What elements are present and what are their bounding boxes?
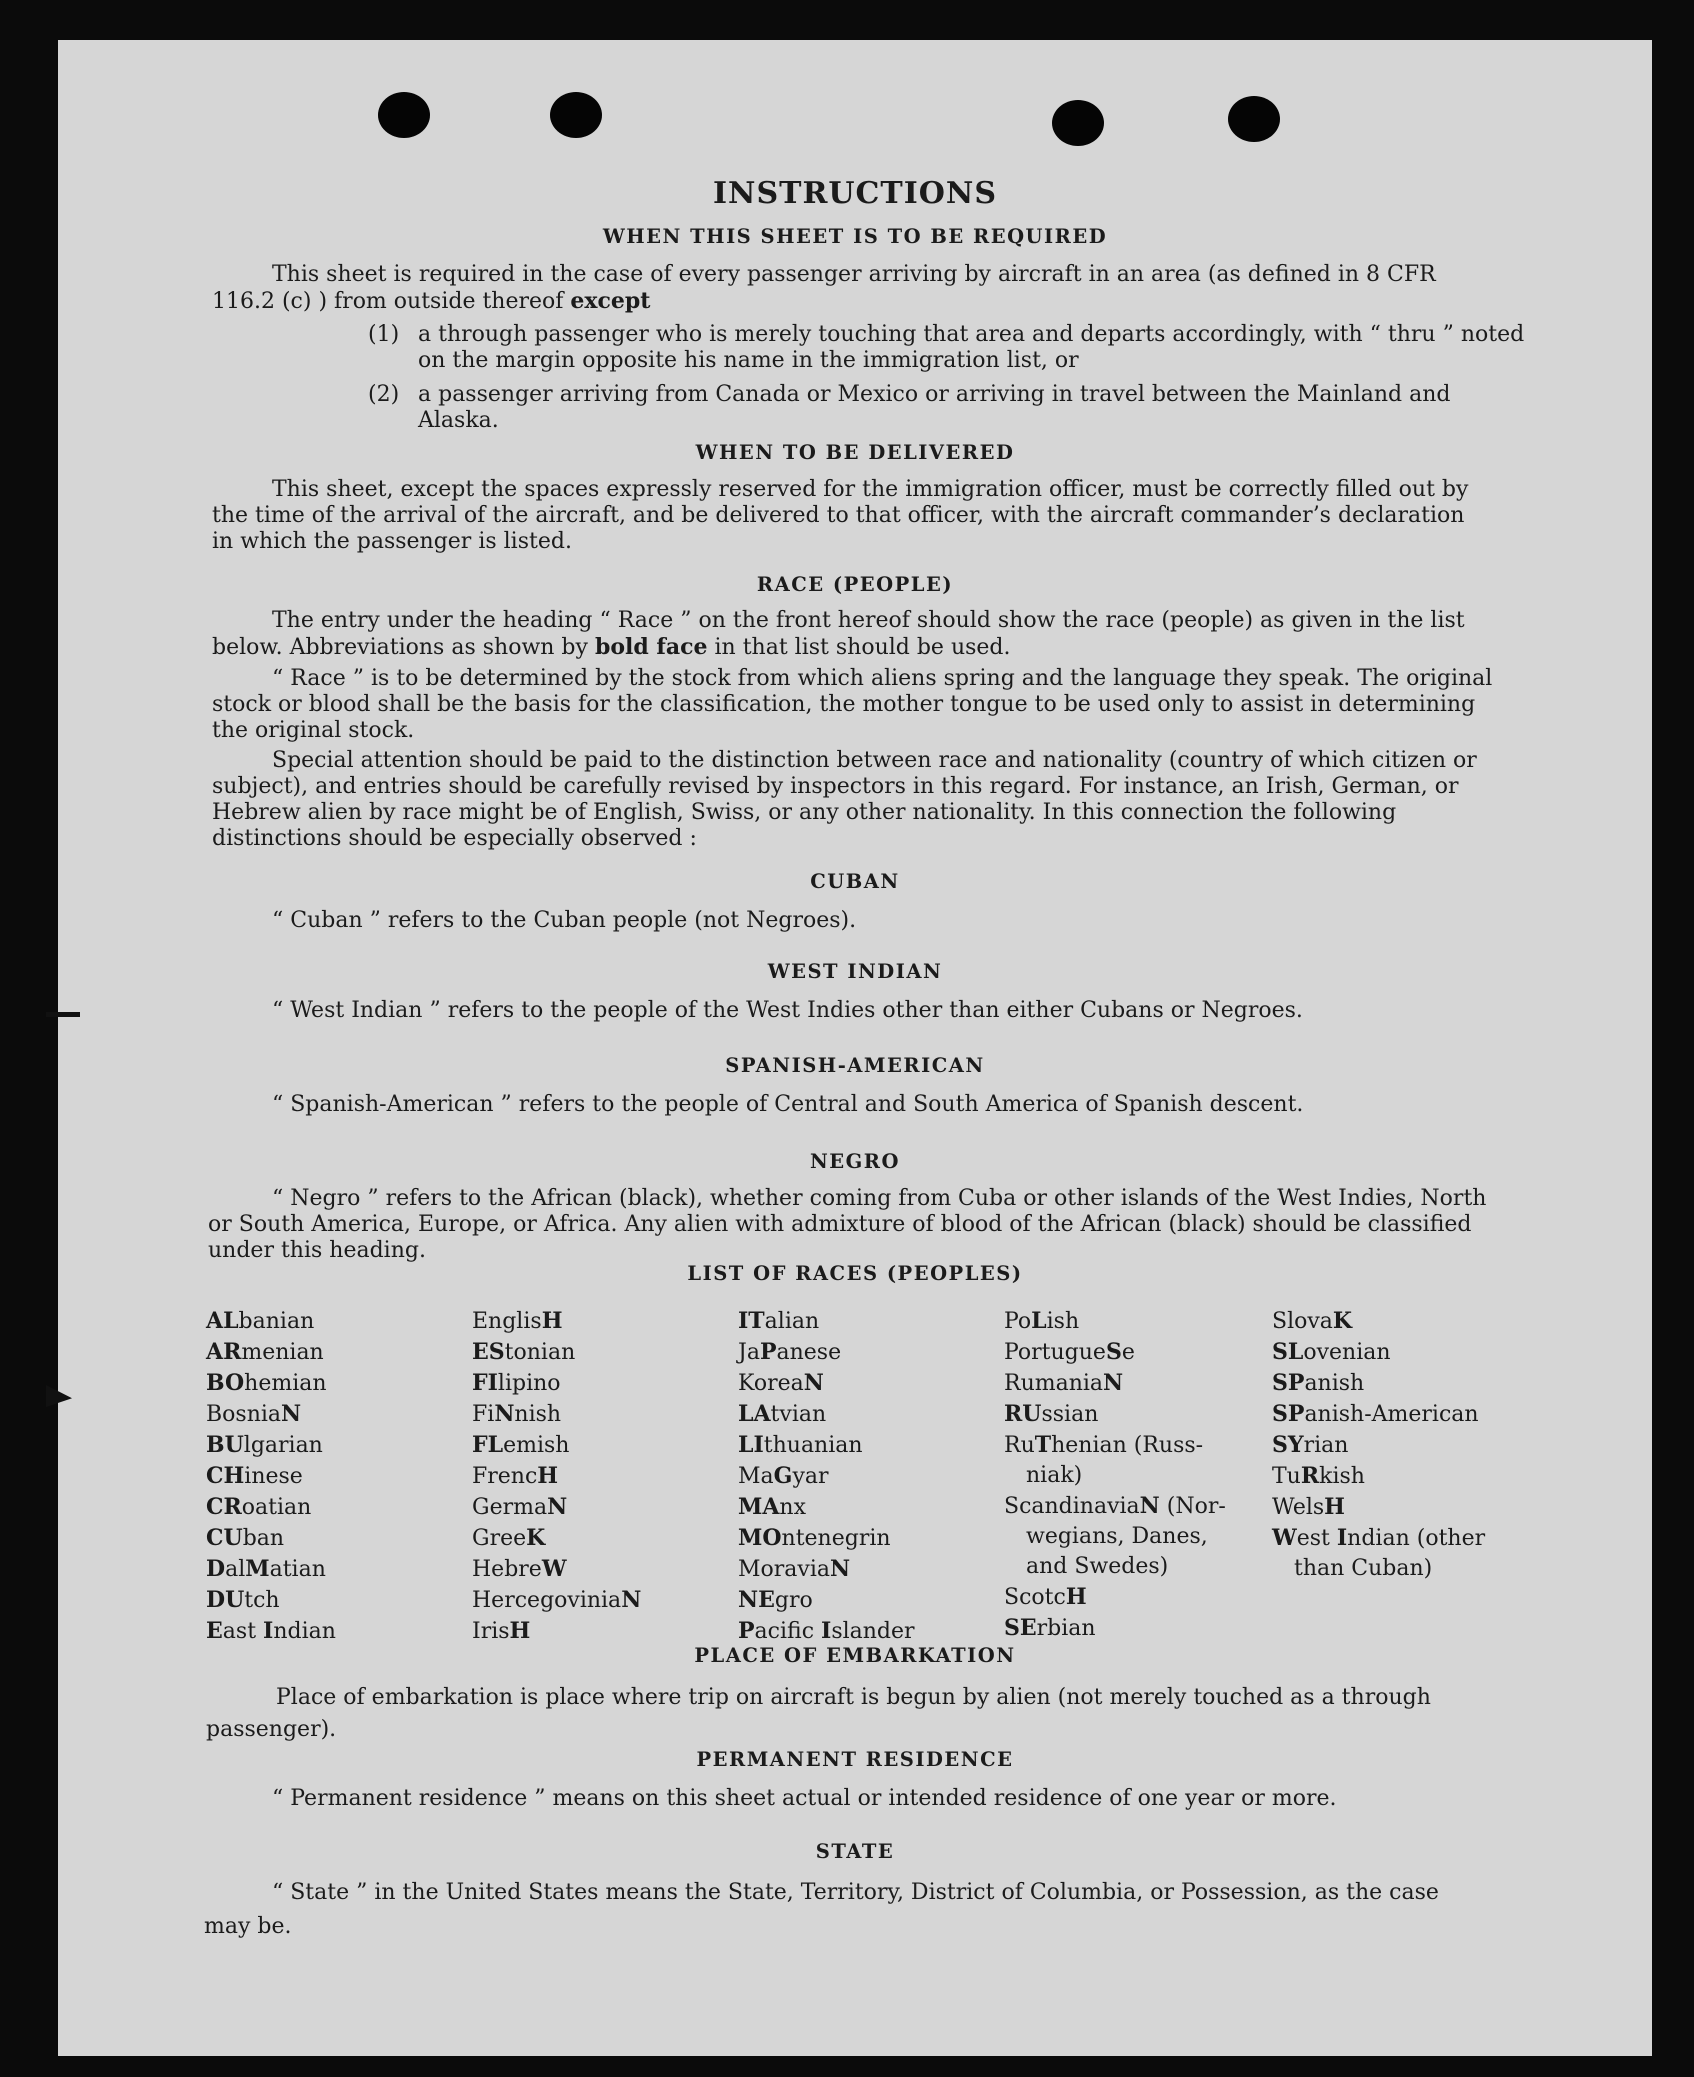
- page-title: INSTRUCTIONS: [713, 176, 997, 211]
- race-entry: SYrian: [1272, 1432, 1349, 1458]
- race-entry: FrencH: [472, 1463, 559, 1489]
- race-entry: EStonian: [472, 1339, 576, 1365]
- punch-hole: [550, 92, 602, 138]
- paragraph-when-required: This sheet is required in the case of every passenger arriving by aircraft in an area (as defined in 8 CFR 116.2 (c) ) from outside thereof except: [212, 262, 1436, 314]
- race-entry: ARmenian: [206, 1339, 324, 1365]
- race-entry: DUtch: [206, 1587, 280, 1613]
- race-entry: and Swedes): [1026, 1554, 1169, 1579]
- race-entry: MAnx: [738, 1494, 806, 1520]
- section-heading-permanent-residence: PERMANENT RESIDENCE: [696, 1748, 1014, 1771]
- section-heading-when-required: WHEN THIS SHEET IS TO BE REQUIRED: [602, 225, 1108, 248]
- race-entry: CHinese: [206, 1463, 303, 1489]
- race-entry: niak): [1026, 1463, 1083, 1488]
- section-heading-west-indian: WEST INDIAN: [767, 960, 943, 983]
- race-entry: BUlgarian: [206, 1432, 323, 1458]
- race-entry: ALbanian: [206, 1308, 315, 1334]
- paragraph-race-3: Special attention should be paid to the distinction between race and nationality (country of which citizen or subject), and entries should be carefully revised by inspectors in this regard. For instance, an Irish, German, or Hebrew alien by race might be of English, Swiss, or any other nationality. In this connection the following distinctions should be especially observed :: [212, 748, 1477, 851]
- race-entry: ScotcH: [1004, 1584, 1087, 1610]
- section-heading-when-delivered: WHEN TO BE DELIVERED: [695, 441, 1015, 464]
- race-entry: FLemish: [472, 1432, 570, 1458]
- race-entry: DalMatian: [206, 1556, 326, 1582]
- race-entry: ScandinaviaN (Nor-: [1004, 1493, 1226, 1519]
- races-column: [1272, 1306, 1485, 1584]
- race-entry: KoreaN: [738, 1370, 824, 1396]
- race-entry: TuRkish: [1272, 1463, 1365, 1489]
- punch-hole: [1228, 96, 1280, 142]
- race-entry: FIlipino: [472, 1370, 561, 1396]
- section-heading-embarkation: PLACE OF EMBARKATION: [694, 1644, 1016, 1667]
- section-heading-spanish-american: SPANISH-AMERICAN: [725, 1054, 985, 1077]
- paragraph-cuban: “ Cuban ” refers to the Cuban people (not Negroes).: [272, 908, 857, 933]
- section-heading-state: STATE: [815, 1840, 895, 1863]
- paragraph-race-1: The entry under the heading “ Race ” on the front hereof should show the race (people) as given in the list below. Abbreviations as shown by bold face in that list should be used.: [212, 608, 1465, 660]
- punch-hole: [378, 92, 430, 138]
- paragraph-permanent-residence: “ Permanent residence ” means on this sheet actual or intended residence of one year or more.: [272, 1786, 1337, 1811]
- race-entry: LAtvian: [738, 1401, 827, 1427]
- paragraph-embarkation: Place of embarkation is place where trip on aircraft is begun by alien (not merely touched as a through passenger).: [206, 1685, 1431, 1742]
- race-entry: Pacific Islander: [738, 1618, 915, 1644]
- race-entry: East Indian: [206, 1618, 336, 1644]
- paragraph-negro: “ Negro ” refers to the African (black), whether coming from Cuba or other islands of the West Indies, North or South America, Europe, or Africa. Any alien with admixture of blood of the African (black) should be classified under this heading.: [208, 1186, 1487, 1263]
- race-entry: SPanish: [1272, 1370, 1365, 1396]
- races-column: [472, 1306, 641, 1647]
- paragraph-spanish-american: “ Spanish-American ” refers to the people of Central and South America of Spanish descent.: [272, 1092, 1304, 1117]
- list-item-exception-1: (1) a through passenger who is merely touching that area and departs accordingly, with “ thru ” noted on the margin opposite his name in the immigration list, or: [368, 322, 1525, 373]
- paragraph-race-2: “ Race ” is to be determined by the stock from which aliens spring and the language they speak. The original stock or blood shall be the basis for the classification, the mother tongue to be used only to assist in determining the original stock.: [212, 666, 1493, 743]
- section-heading-list-of-races: LIST OF RACES (PEOPLES): [687, 1262, 1023, 1285]
- section-heading-race: RACE (PEOPLE): [756, 573, 954, 596]
- race-entry: MaGyar: [738, 1463, 829, 1489]
- race-entry: FiNnish: [472, 1401, 562, 1427]
- race-entry: IrisH: [472, 1618, 531, 1644]
- race-entry: West Indian (other: [1272, 1525, 1486, 1551]
- race-entry: CRoatian: [206, 1494, 312, 1520]
- race-entry: SErbian: [1004, 1615, 1096, 1641]
- section-heading-cuban: CUBAN: [810, 870, 900, 893]
- race-entry: WelsH: [1272, 1494, 1345, 1520]
- race-entry: ITalian: [738, 1308, 820, 1334]
- race-entry: HebreW: [472, 1556, 567, 1582]
- race-entry: RUssian: [1004, 1401, 1099, 1427]
- race-entry: wegians, Danes,: [1026, 1524, 1208, 1549]
- document-sheet: [58, 40, 1652, 2056]
- scan-mark: [46, 1385, 72, 1407]
- race-entry: SLovenian: [1272, 1339, 1391, 1365]
- race-entry: PoLish: [1004, 1308, 1080, 1334]
- race-entry: JaPanese: [738, 1339, 842, 1365]
- list-item-exception-2: (2) a passenger arriving from Canada or Mexico or arriving in travel between the Mainland and Alaska.: [368, 382, 1451, 433]
- race-entry: BOhemian: [206, 1370, 327, 1396]
- race-entry: RumaniaN: [1004, 1370, 1124, 1396]
- section-heading-negro: NEGRO: [809, 1150, 901, 1173]
- race-entry: GermaN: [472, 1494, 568, 1520]
- races-column: [1004, 1306, 1226, 1644]
- paragraph-when-delivered: This sheet, except the spaces expressly reserved for the immigration officer, must be correctly filled out by the time of the arrival of the aircraft, and be delivered to that officer, with the aircraft commander’s declaration in which the passenger is listed.: [212, 477, 1469, 554]
- race-entry: LIthuanian: [738, 1432, 863, 1458]
- race-entry: MOntenegrin: [738, 1525, 891, 1551]
- race-entry: BosniaN: [206, 1401, 302, 1427]
- races-column: [206, 1306, 336, 1647]
- race-entry: EnglisH: [472, 1308, 563, 1334]
- race-entry: SPanish-American: [1272, 1401, 1479, 1427]
- race-entry: PortugueSe: [1004, 1339, 1135, 1365]
- race-entry: SlovaK: [1272, 1308, 1353, 1334]
- race-entry: HercegoviniaN: [472, 1587, 642, 1613]
- race-entry: CUban: [206, 1525, 285, 1551]
- race-entry: NEgro: [738, 1587, 813, 1613]
- paragraph-west-indian: “ West Indian ” refers to the people of the West Indies other than either Cubans or Negroes.: [272, 998, 1303, 1023]
- punch-hole: [1052, 100, 1104, 146]
- race-entry: MoraviaN: [738, 1556, 851, 1582]
- race-entry: GreeK: [472, 1525, 546, 1551]
- paragraph-state: “ State ” in the United States means the State, Territory, District of Columbia, or Possession, as the case may be.: [204, 1880, 1439, 1939]
- races-column: [738, 1306, 915, 1647]
- scan-mark: [46, 1012, 80, 1017]
- race-entry: than Cuban): [1294, 1556, 1433, 1581]
- race-entry: RuThenian (Russ-: [1004, 1432, 1204, 1458]
